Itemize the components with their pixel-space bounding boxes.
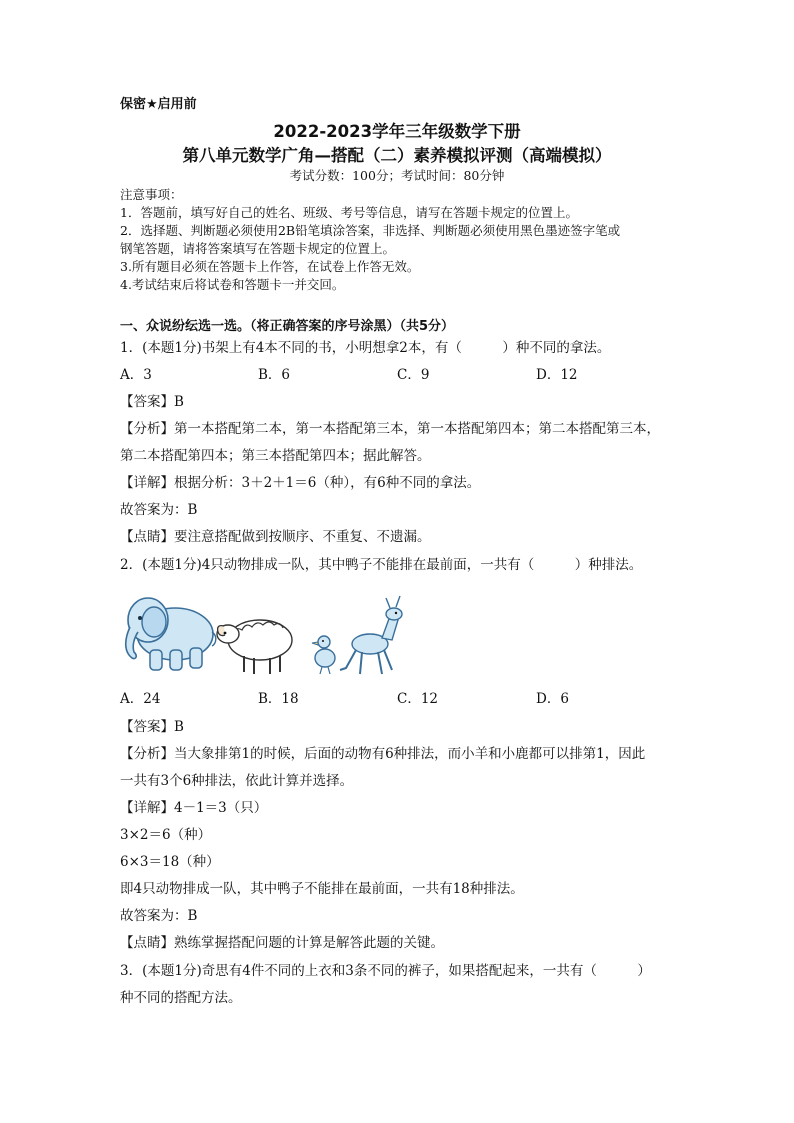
q2-detail-conclusion: 即4只动物排成一队，其中鸭子不能排在最前面，一共有18种排法。 xyxy=(120,881,524,897)
q1-option-d: D．12 xyxy=(536,367,578,383)
q2-detail: 【详解】4－1＝3（只） xyxy=(120,800,268,816)
deer-image xyxy=(340,596,402,674)
q2-analysis-cont: 一共有3个6种排法，依此计算并选择。 xyxy=(120,773,354,789)
q2-option-c: C．12 xyxy=(397,691,439,707)
q1-tip: 【点睛】要注意搭配做到按顺序、不重复、不遗漏。 xyxy=(120,529,431,545)
q2-analysis: 【分析】当大象排第1的时候，后面的动物有6种排法，而小羊和小鹿都可以排第1，因此 xyxy=(120,746,646,762)
q2-detail-step: 3×2＝6（种） xyxy=(120,827,212,843)
exam-info: 考试分数：100分；考试时间：80分钟 xyxy=(289,168,505,183)
q2-detail-step: 6×3＝18（种） xyxy=(120,854,220,870)
animals-illustration xyxy=(120,592,410,682)
exam-title: 2022-2023学年三年级数学下册 xyxy=(273,122,521,141)
q1-option-c: C．9 xyxy=(397,367,430,383)
notes-item: 1．答题前，填写好自己的姓名、班级、考号等信息，请写在答题卡规定的位置上。 xyxy=(120,205,578,220)
elephant-image xyxy=(126,598,216,670)
question-3-stem: 3．(本题1分)奇思有4件不同的上衣和3条不同的裤子，如果搭配起来，一共有（ ） xyxy=(120,963,651,979)
q1-detail: 【详解】根据分析：3＋2＋1＝6（种），有6种不同的拿法。 xyxy=(120,475,481,491)
confidential-label: 保密★启用前 xyxy=(120,97,197,112)
q2-option-a: A．24 xyxy=(120,691,161,707)
q2-option-d: D．6 xyxy=(536,691,569,707)
q1-answer: 【答案】B xyxy=(120,394,184,410)
q1-option-b: B．6 xyxy=(258,367,291,383)
notes-heading: 注意事项： xyxy=(120,187,183,202)
q2-final: 故答案为：B xyxy=(120,908,198,924)
duck-image xyxy=(312,636,335,674)
question-3-stem-cont: 种不同的搭配方法。 xyxy=(120,990,242,1006)
section-heading: 一、众说纷纭选一选。（将正确答案的序号涂黑）（共5分） xyxy=(120,319,455,334)
q2-option-b: B．18 xyxy=(258,691,299,707)
q1-analysis: 【分析】第一本搭配第二本，第一本搭配第三本，第一本搭配第四本；第二本搭配第三本， xyxy=(120,421,660,437)
question-2-stem: 2．(本题1分)4只动物排成一队，其中鸭子不能排在最前面，一共有（ ）种排法。 xyxy=(120,557,643,573)
notes-item: 钢笔答题，请将答案填写在答题卡规定的位置上。 xyxy=(120,241,396,256)
q1-option-a: A．3 xyxy=(120,367,152,383)
q1-final: 故答案为：B xyxy=(120,502,198,518)
q2-tip: 【点睛】熟练掌握搭配问题的计算是解答此题的关键。 xyxy=(120,935,444,951)
q1-analysis-cont: 第二本搭配第四本；第三本搭配第四本；据此解答。 xyxy=(120,448,431,464)
q2-answer: 【答案】B xyxy=(120,719,184,735)
notes-item: 3.所有题目必须在答题卡上作答，在试卷上作答无效。 xyxy=(120,259,420,274)
notes-item: 4.考试结束后将试卷和答题卡一并交回。 xyxy=(120,277,345,292)
question-1-stem: 1．(本题1分)书架上有4本不同的书，小明想拿2本，有（ ）种不同的拿法。 xyxy=(120,340,611,356)
exam-subtitle: 第八单元数学广角—搭配（二）素养模拟评测（高端模拟） xyxy=(182,146,612,165)
sheep-image xyxy=(217,620,292,674)
notes-item: 2．选择题、判断题必须使用2B铅笔填涂答案，非选择、判断题必须使用黑色墨迹签字笔或 xyxy=(120,223,621,238)
